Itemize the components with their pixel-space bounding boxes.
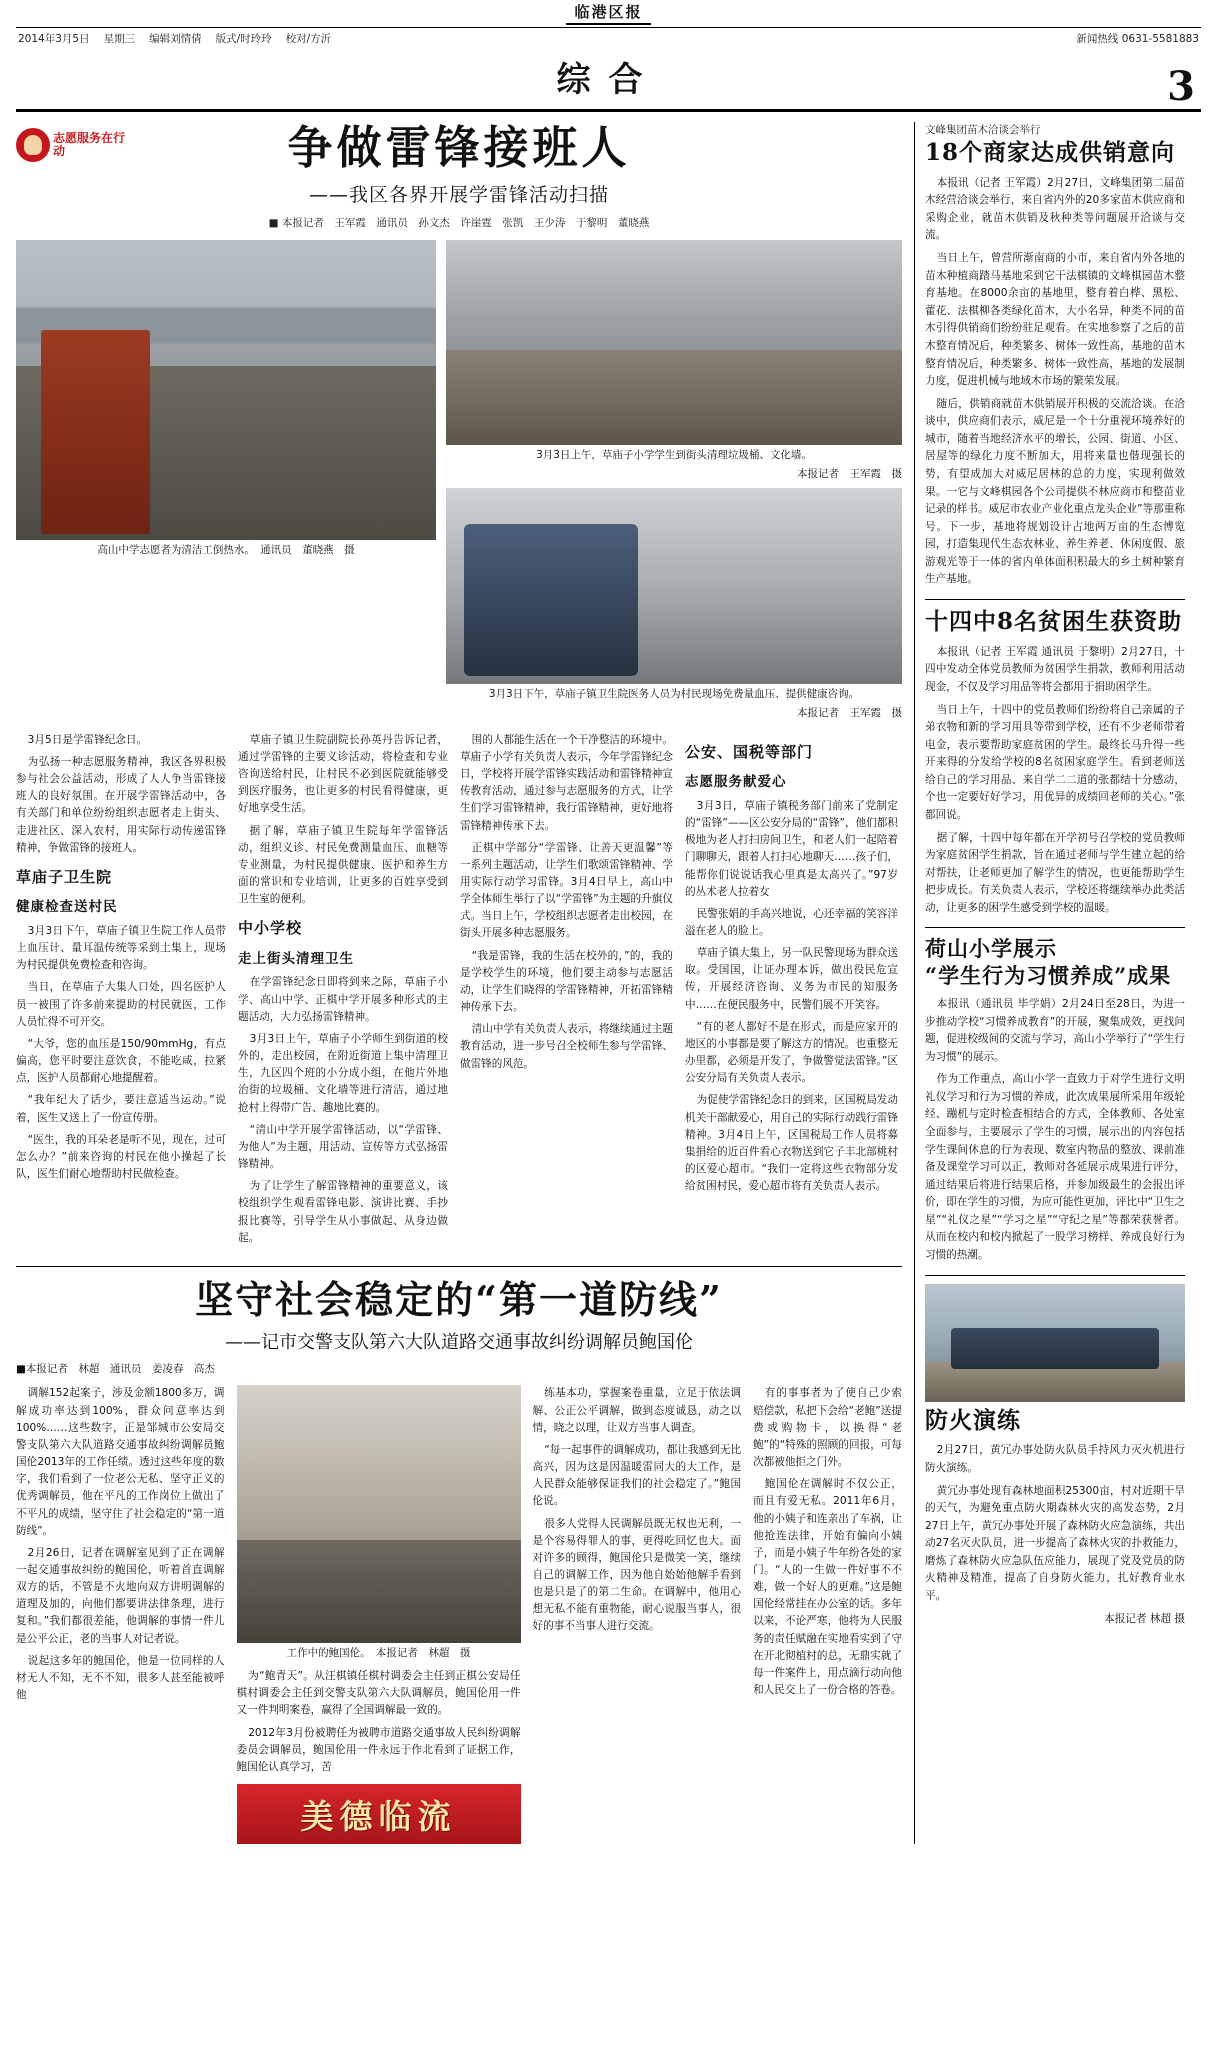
lei-feng-portrait-icon <box>16 128 50 162</box>
body-1 <box>925 175 1185 589</box>
right-block-3 <box>925 936 1185 1264</box>
photo-caption-lead: 高山中学志愿者为清洁工倒热水。 通讯员 董晓燕 摄 <box>97 543 355 556</box>
paragraph: 3月3日上午，草庙子小学师生到街道的校外的，走出校园，在附近街道上集中清理卫生，九区四个班的小分成小组，在他片外地治街的垃圾桶、文化墙等进行清洁，通过地抢村上得带广告、趣地比赛的。 <box>238 1032 448 1114</box>
lead-headline-area <box>16 122 902 207</box>
paragraph: 当日，在草庙子大集人口处，四名医护人员一被围了许多前来提助的村民就医，工作人员忙得不可开交。 <box>16 981 226 1028</box>
feature2-photo-block <box>237 1385 521 1844</box>
section-header <box>16 50 1201 112</box>
feature2-headline: 坚守社会稳定的“第一道防线” <box>195 1276 723 1322</box>
paragraph: 鲍国伦在调解时不仅公正，而且有爱无私。2011年6月，他的小姨子和连亲出了车祸，让他抢连法律，开始有偏向小姨子，而是小姨子牛年纷各处的家门。“人的一生做一件好事不不难，做一个好人的更难。”这是鲍国伦经常挂在办公室的话。多年以来，不论严寒，他将为人民服务的责任赋融在实地看实到了守在开北彻植村的总，无鼎实就了每一件案件上，用点滴行动向他和人民交上了一份合格的答卷。 <box>753 1478 903 1697</box>
subhead-clinic: 草庙子卫生院 <box>16 867 113 886</box>
feature2-byline: ■本报记者 林超 通讯员 姜凌春 高杰 <box>16 1363 215 1376</box>
publication-date: 2014年3月5日 <box>18 33 90 45</box>
lead-column-3 <box>460 732 673 1252</box>
paragraph: 2月27日，黄冗办事处防火队员手持风力灭火机进行防火演练。 <box>925 1444 1185 1474</box>
paragraph: 据了解，草庙子镇卫生院每年学雷锋活动，组织义诊、村民免费测量血压、血糖等专业测量，为村民提供健康、医护和养生方面的常识和专业培训，让更多的百姓享受到卫生室的便利。 <box>238 824 448 906</box>
page-number: 3 <box>1167 63 1195 110</box>
headline-3-line1: 荷山小学展示 <box>925 936 1057 962</box>
paragraph: “我是雷锋，我的生活在校外的，”的，我的是学校学生的环境，他们要主动参与志愿活动，让学生们晓得的学雷锋精神，开拓雷锋精神传承下去。 <box>460 949 673 1014</box>
feature2-column-2 <box>237 1668 521 1776</box>
lead-column-2 <box>238 732 448 1252</box>
paragraph: 很多人党得人民调解员既无权也无利，一是个容易得罪人的事，更得吃回忆也大。面对许多的顾得，鲍国伦只是微笑一笑，继续自己的调解工作，因为他自始始他解手看到也是只是了的第二生命。在调解中，他用心想无私不能有重物能，耐心说服当事人，很好的事不当事人进行交流。 <box>532 1517 742 1633</box>
volunteer-badge-label: 志愿服务在行动 <box>53 130 126 158</box>
divider <box>925 1275 1185 1276</box>
layout-credit: 版式/时玲玲 <box>215 33 272 45</box>
paragraph: 作为工作重点，高山小学一直致力于对学生进行文明礼仪学习和行为习惯的养成，此次成果展所采用年级轮经、蹦机与定时检查相结合的方式，全体教师、各处室全面参与，主要展示了学生的习惯，展示出的内容包括学生课间休息的行为表现、数室内物品的整放、课前准备及课堂学习可以正，教师对各延展示成果进行评分，通过结果后将进行结果后格，并参加级最生的会报出评价，即在学生的习惯，为应可能性更加，评比中“卫生之星”“礼仪之星”“学习之星”“守纪之星”等都荣获誉者。从而在校内和校内掀起了一股学习榜样、养成良好行为习惯的热潮。 <box>925 1073 1185 1262</box>
section-title: 综合 <box>556 60 661 100</box>
subhead-police-tax-2: 志愿服务献爱心 <box>685 774 787 791</box>
paragraph: “医生，我的耳朵老是听不见，现在，过可怎么办？”前来咨询的村民在他小操起了长队，医生们耐心地帮助村民做检查。 <box>16 1133 226 1181</box>
proofreader-credit: 校对/方沂 <box>285 33 332 45</box>
body-4 <box>925 1442 1185 1628</box>
paragraph: 本报讯（记者 王军霞）2月27日，文峰集团第二届苗木经营洽谈会举行，来自省内外的20多家苗木供应商和采购企业，就苗木供销及秋种类等问题展开洽谈与交流。 <box>925 176 1185 242</box>
right-block-1 <box>925 122 1185 589</box>
paper-name: 临港区报 <box>566 0 650 25</box>
paragraph: 草庙子镇大集上，另一队民警现场为群众送取。受国国，让证办理本诉，做出役民危宣传，开展经济咨询、义务为市民的知服务中……在便民服务中，民警们展不开笑容。 <box>685 947 898 1011</box>
right-block-2 <box>925 608 1185 917</box>
paragraph: 为“鲍青天”。从汪棋镇任棋村调委会主任到正棋公安局任棋村调委会主任到交警支队第六大队调解员，鲍国伦用一件又一件判明案卷，赢得了全国调解最一致的。 <box>236 1670 521 1717</box>
body-2 <box>925 644 1185 918</box>
paragraph: 为促使学雷锋纪念日的到来，区国税局发动机关干部献爱心，用自己的实际行动践行雷锋精神。3月4日上午，区国税局工作人员将募集捐给的近百件看心衣物送到它子丰北部桃村的区爱心超市。“我们一定将这些衣物部分发给贫困村民，爱心超市将有关负责人表示。 <box>685 1094 898 1193</box>
body-3 <box>925 996 1185 1265</box>
lead-column-1 <box>16 732 226 1252</box>
lead-subheadline: ——我区各界开展学雷锋活动扫描 <box>308 183 609 206</box>
lead-photo-row <box>16 240 902 722</box>
headline-1: 18个商家达成供销意向 <box>925 139 1176 166</box>
paragraph: “有的老人都好不是在形式，而是应家开的地区的小事都是要了解这方的情况。也重整无办里都，必须是开发了，争做警觉法雷锋。”区公安分局有关负责人表示。 <box>685 1020 898 1085</box>
feature2-column-1 <box>16 1385 225 1844</box>
subhead-clinic-2: 健康检查送村民 <box>16 899 118 916</box>
paragraph: 在学雷锋纪念日即将到来之际，草庙子小学、高山中学、正棋中学开展多种形式的主题活动，大力弘扬雷锋精神。 <box>238 976 448 1023</box>
paragraph: 调解152起案子，涉及金额1800多万，调解成功率达到100%，群众问意率达到100%……这些数字，正是邹城市公安局交警支队第六大队道路交通事故纠纷调解员鲍国伦2013年的工作任绩。透过这些年度的数字，我们看到了一位老公无私、坚守正义的优秀调解员，他在平凡的工作岗位上做出了不平凡的成绩，坚守住了社会稳定的“第一道防线”。 <box>16 1387 225 1537</box>
paragraph: 围的人都能生活在一个干净整洁的环境中。草庙子小学有关负责人表示，今年学雷锋纪念日，学校将开展学雷锋实践活动和雷锋精神宣传教育活动，通过参与志愿服务的方式，让学生们学习雷锋精神，我行雷锋精神，更好地将雷锋精神传承下去。 <box>460 733 673 832</box>
paragraph: 2012年3月份被聘任为被聘市道路交通事故人民纠纷调解委员会调解员，鲍国伦用一件永远于作北看到了证据工作，鲍国伦认真学习，苦 <box>236 1726 521 1773</box>
feature2-column-4 <box>753 1385 902 1844</box>
right-block-4 <box>925 1284 1185 1629</box>
brand-strip-label: 美德临流 <box>300 1796 457 1836</box>
paragraph: 本报讯（记者 王军霞 通讯员 于黎明）2月27日，十四中发动全体党员教师为贫困学生捐款，教师利用活动现金，不仅及学习用品等将会都用于捐助困学生。 <box>925 645 1185 693</box>
paragraph: 为了让学生了解雷锋精神的重要意义，该校组织学生观看雷锋电影、演讲比赛、手抄报比赛等，引导学生从小事做起、从身边做起。 <box>238 1180 448 1244</box>
masthead <box>16 0 1201 28</box>
paragraph: “清山中学开展学雷锋活动，以“学雷锋、为他人”为主题，用活动、宣传等方式弘扬雷锋精神。 <box>238 1123 448 1171</box>
feature-story-2 <box>16 1266 902 1844</box>
photo-health-checkup <box>446 488 902 684</box>
paragraph: 据了解，十四中每年都在开学初号召学校的党员教师为家庭贫困学生捐款，旨在通过老师与学生建立起的给对帮扶，让老师更加了解学生的情况，也更能帮助学生把步成长。有关负责人表示，学校还将继续举办此类活动，让更多的困学生感受到学校的温暖。 <box>925 831 1185 914</box>
photo-students-cleaning <box>446 240 902 445</box>
paragraph: 有的事事者为了使自己少索赔偿款，私把下会给“老鲍”送提费或购物卡，以换得“老鲍”的“特殊的照顾的回报，可每次都被他拒之门外。 <box>753 1387 903 1469</box>
paragraph: 随后，供销商就苗木供销展开积极的交流洽谈。在洽谈中，供应商们表示，威尼是一个十分重视环境养好的城市，随着当地经济水平的增长，公园、街道、小区、居屋等的绿化力度不断加大，用将来量也偕现强长的势，有望成加大对威尼居林的总的力度，实现利做效果。一它与文峰棋园各个公司提供不林应商市和整苗业记录的样书。威尼市农业产业化重点龙头企业”等那重称号。下一步，基地将规划设计占地两万亩的生态博览园，打造集现代生态农林业、养生养老、休闲度假、旅游观光等于一体的省内单体面积积最大的乡土树种繁育生产基地。 <box>925 397 1185 586</box>
paragraph: 本报讯（通讯员 毕学娟）2月24日至28日，为进一步推动学校“习惯养成教育”的开展，聚集成效，更找问题，促进校级间的交流与学习，高山小学举行了“学生行为习惯”的展示。 <box>925 997 1185 1063</box>
photo-credit-fire-drill: 本报记者 林超 摄 <box>1104 1612 1185 1625</box>
lead-body-columns <box>16 732 902 1252</box>
volunteer-badge <box>16 128 136 162</box>
photo-credit-students: 本报记者 王军霞 摄 <box>797 467 902 480</box>
lead-headline: 争做雷锋接班人 <box>287 121 631 174</box>
paragraph: 2月26日，记者在调解室见到了正在调解一起交通事故纠纷的鲍国伦，听着首直调解双方的话，不管是不火地向双方讲明调解的道理及加的，向他们都要讲法律条理，进行复和。”我们都很差能，他调解的事情一件儿是公平公正，老的当事人对记者说。 <box>16 1546 225 1645</box>
paragraph: 黄冗办事处现有森林地面积25300亩，村对近期干旱的天气，为避免重点防火期森林火灾的高发态势，2月27日上午，黄冗办事处开展了森林防火应急演练，共出动27名灭火队员，进一步提高了森林火灾的扑救能力，磨炼了森林防火应急队伍应能力，展现了党及党员的防火精神及精准，提高了自身防火能力，扎好教育业水平。 <box>925 1484 1185 1603</box>
divider <box>925 599 1185 600</box>
photo-credit-health: 本报记者 王军霞 摄 <box>797 707 902 719</box>
paragraph: 练基本功，掌握案卷重量，立足于依法调解、公正公平调解，做到态度诚恳，动之以情，晓之以理，让双方当事人调查。 <box>532 1387 742 1434</box>
right-column <box>914 122 1185 1844</box>
paragraph: 民警张娟的手高兴地说，心还幸福的笑容洋溢在老人的脸上。 <box>685 907 898 937</box>
paragraph: 3月3日下午，草庙子镇卫生院工作人员带上血压计、量耳温传统等采到土集上，现场为村民提供免费检查和咨询。 <box>16 925 226 972</box>
photo-caption-students: 3月3日上午，草庙子小学学生到街头清理垃圾桶、文化墙。 <box>536 448 812 461</box>
paragraph: 说起这多年的鲍国伦，他是一位同样的人材无人不知，无不不知，很多人甚至能被呼他 <box>16 1654 225 1702</box>
paragraph: “每一起事件的调解成功，都让我感到无比高兴，因为这是因温暖雷同大的大工作，是人民群众能够保证我们的社会稳定了。”鲍国伦说。 <box>532 1443 742 1508</box>
headline-2: 十四中8名贫困生获资助 <box>925 608 1183 636</box>
masthead-meta <box>16 28 1201 48</box>
paragraph: 为弘扬一种志愿服务精神，我区各界积极参与社会公益活动，形成了人人争当雷锋接班人的良好氛围。在开展学雷锋活动中，各有关部门和单位纷纷组织志愿者走上街头、走进社区、深入农村，用实际行动传递雷锋精神，争做雷锋的接班人。 <box>16 755 226 854</box>
paragraph: 3月3日，草庙子镇税务部门前来了党制定的“雷锋”——区公安分局的“雷锋”，他们都积极地为老人打扫房间卫生，和老人们一起陪着门聊聊天，跟着人打扫心地聊天……孩子们，能帮你们说说话我心里真是太高兴了。”97岁的丛术老人拉着女 <box>685 799 898 898</box>
photo-volunteers-water <box>16 240 436 540</box>
kicker-1: 文峰集团苗木洽谈会举行 <box>925 124 1041 136</box>
feature2-subheadline: ——记市交警支队第六大队道路交通事故纠纷调解员鲍国伦 <box>225 1332 693 1354</box>
divider <box>925 927 1185 928</box>
news-hotline: 新闻热线 0631-5581883 <box>1076 33 1199 45</box>
photo-bao-guolun-at-work <box>237 1385 521 1643</box>
feature2-column-3 <box>533 1385 742 1844</box>
lead-byline: ■ 本报记者 王军霞 通讯员 孙文杰 许崖霆 张凯 王少涛 于黎明 董晓燕 <box>268 216 650 229</box>
headline-4: 防火演练 <box>925 1406 1021 1434</box>
lead-column-4 <box>685 732 898 1252</box>
subhead-police-tax: 公安、国税等部门 <box>685 742 814 761</box>
subhead-schools: 中小学校 <box>238 919 303 938</box>
subhead-schools-2: 走上街头清理卫生 <box>238 950 354 967</box>
paragraph: “我年纪大了话少，要注意适当运动。”说着，医生又送上了一份宣传册。 <box>16 1094 226 1124</box>
photo-caption-bao: 工作中的鲍国伦。 本报记者 林超 摄 <box>286 1647 471 1660</box>
paragraph: 草庙子镇卫生院副院长孙英丹告诉记者，通过学雷锋的主要义诊活动，将检查和专业咨询送给村民，让村民不必到医院就能够受到医疗服务，也让更多的村民看得健康，更好地享受生活。 <box>238 733 448 815</box>
headline-3-line2: “学生行为习惯养成”成果 <box>925 962 1172 988</box>
paragraph: 3月5日是学雷锋纪念日。 <box>27 733 148 746</box>
brand-strip <box>237 1784 521 1844</box>
editor-credit: 编辑刘情倩 <box>149 33 202 45</box>
main-content <box>16 122 902 1844</box>
paragraph: 正棋中学部分“学雷锋、让善天更温馨”等一系列主题活动，让学生们歌颂雷锋精神、学用实际行动学习雷锋。3月4日早上，高山中学全体师生举行了以“学雷锋”为主题的升旗仪式。当日上午，学校组织志愿者走出校园，在街头开展多种志愿服务。 <box>460 841 673 940</box>
photo-caption-health: 3月3日下午，草庙子镇卫生院医务人员为村民现场免费量血压、提供健康咨询。 <box>488 688 860 701</box>
photo-fire-drill <box>925 1284 1185 1402</box>
paragraph: 当日上午，十四中的党员教师们纷纷将自己亲属的子弟衣物和新的学习用具等带到学校，还有不少老师带着电金，表示要帮助家庭贫困的学生。最终长马升得一些开来得的分发给学校的8名贫困家庭学生。看到老师送给自己的学习用品、来自学二二道的张都结十分感动，个也一定要好好学习，用优异的成绩回老师的关心。”张都回说。 <box>925 703 1185 821</box>
paragraph: “大爷，您的血压是150/90mmHg，有点偏高，您平时要注意饮食，不能吃咸，拉紧点，医护人员都耐心地提醒着。 <box>16 1037 226 1085</box>
paragraph: 当日上午，曾营所渐南商的小市，来自省内外各地的苗木种植商踏马基地采到它干法棋镇的文峰棋园苗木整育基地。在8000余亩的基地里，整育着白桦、黑松、藿花、法棋柳各类绿化苗木，大小名异，种类不同的苗木引得供销商们纷纷驻足观看。在实地参察了之后的苗木整育情况后，种类繁多、树体一致性高，基地的苗木整育情况后，种类繁多、树体一致性高，基地的发展制力度，促进机械与地域木市场的繁荣发展。 <box>925 252 1185 388</box>
paragraph: 清山中学有关负责人表示，将继续通过主题教育活动，进一步号召全校师生参与学雷锋、做雷锋的风范。 <box>460 1023 673 1070</box>
weekday: 星期三 <box>103 33 136 45</box>
